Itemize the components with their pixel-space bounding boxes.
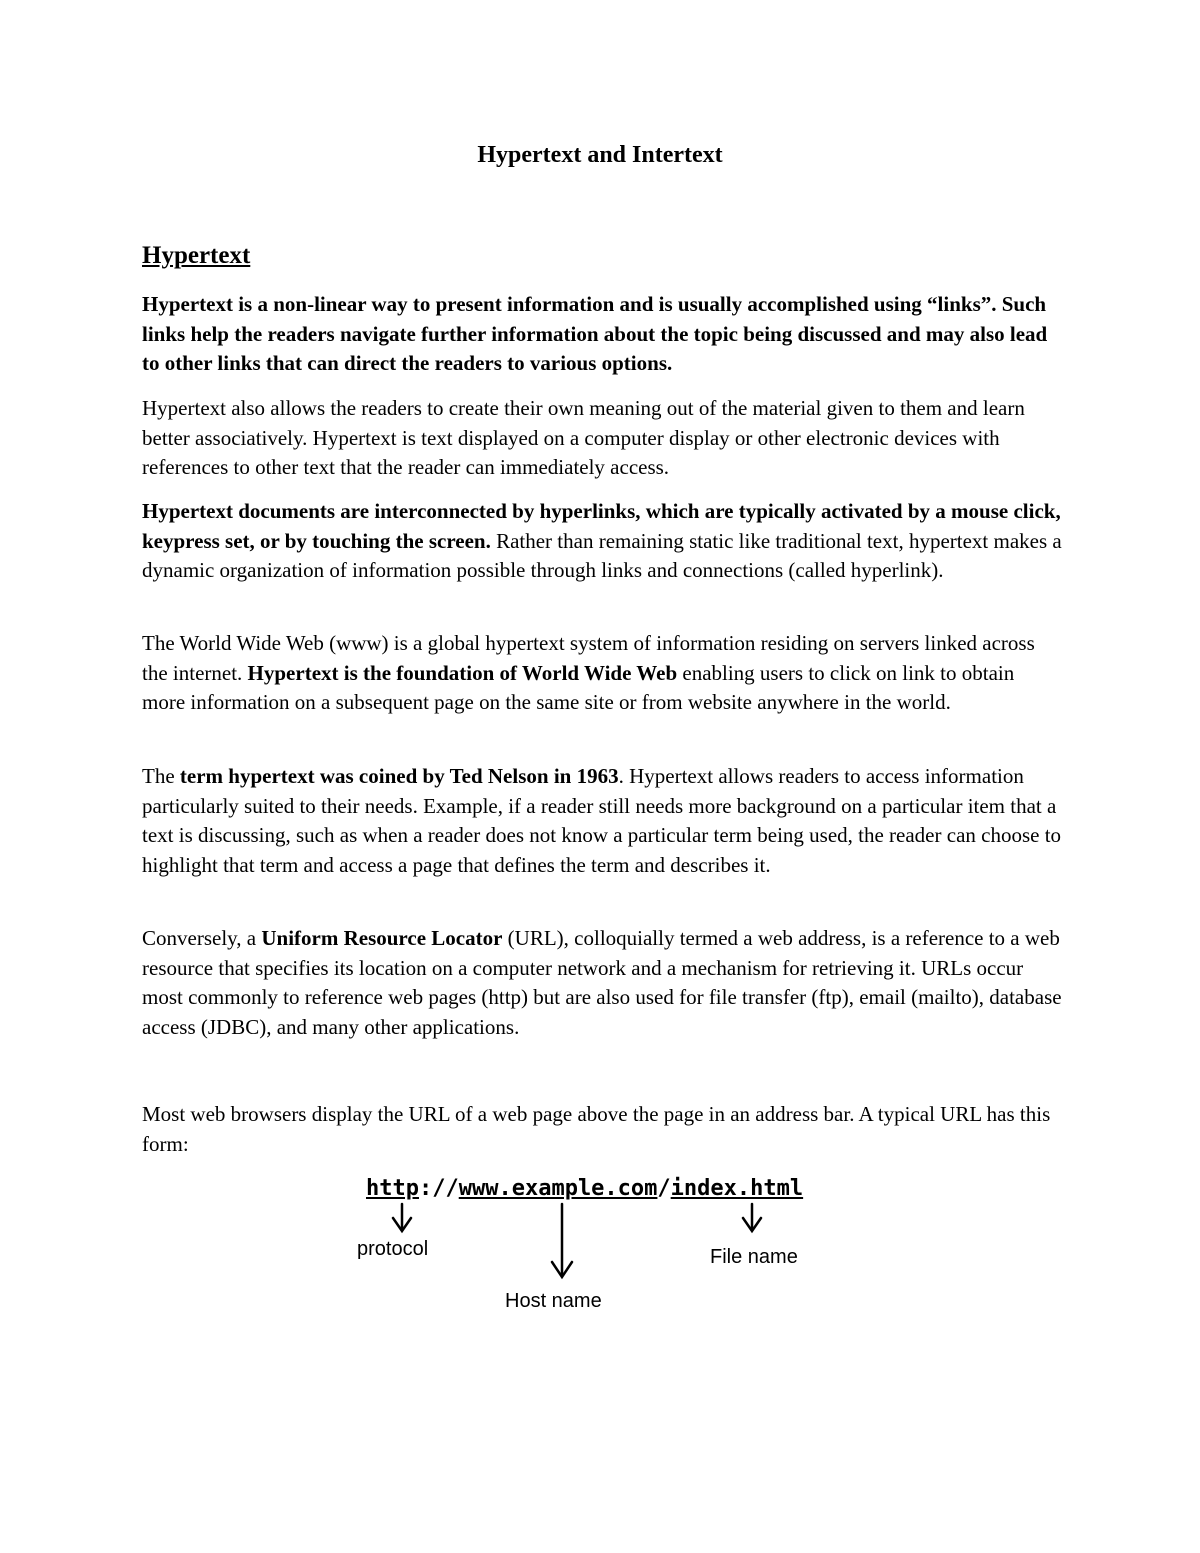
paragraph-5-bold: term hypertext was coined by Ted Nelson in 1963: [179, 764, 619, 788]
label-file-name: File name: [710, 1246, 798, 1268]
url-host: www.example.com: [458, 1176, 658, 1201]
paragraph-5-text-a: The: [142, 764, 180, 788]
url-file: index.html: [670, 1176, 804, 1201]
url-separator-2: /: [657, 1176, 671, 1201]
paragraph-4-bold: Hypertext is the foundation of World Wide Web: [247, 660, 678, 685]
paragraph-4-text-a: The World Wide Web (www) is a global hypertext system of information residing on servers linked across the internet.: [142, 631, 1035, 685]
paragraph-3-bold: Hypertext documents are interconnected by hyperlinks, which are typically activated by a mouse click, keypress set, or by touching the screen.: [142, 499, 1061, 553]
host-arrow-icon: [552, 1204, 572, 1277]
paragraph-6-text-a: Conversely, a: [142, 926, 262, 950]
protocol-arrow-icon: [393, 1204, 411, 1231]
url-separator-1: ://: [418, 1176, 459, 1201]
paragraph-4-text-b: enabling users to click on link to obtain more information on a subsequent page on the same site or from website anywhere in the world.: [142, 660, 1015, 714]
paragraph-3-text: Rather than remaining static like traditional text, hypertext makes a dynamic organization of information possible through links and connections (called hyperlink).: [142, 528, 1062, 582]
file-arrow-icon: [743, 1204, 761, 1231]
paragraph-6-bold: Uniform Resource Locator: [261, 926, 503, 950]
page-title: Hypertext and Intertext: [477, 142, 723, 168]
label-host-name: Host name: [505, 1290, 602, 1312]
label-protocol: protocol: [357, 1238, 429, 1260]
url-protocol: http: [366, 1176, 419, 1201]
paragraph-5-text-b: . Hypertext allows readers to access information particularly suited to their needs. Example, if a reader still needs more background on a particular item that a text is discussing, such as when a reader does not know a particular term being used, the reader can choose to highlight that term and access a page that defines the term and describes it.: [142, 764, 1062, 877]
section-heading: Hypertext: [142, 242, 251, 269]
paragraph-1-bold: Hypertext is a non-linear way to present information and is usually accomplished using “links”. Such links help the readers navigate further information about the topic being discussed and may also lead to other links that can direct the readers to various options.: [142, 292, 1048, 375]
paragraph-2-text: Hypertext also allows the readers to create their own meaning out of the material given to them and learn better associatively. Hypertext is text displayed on a computer display or other electronic devices with references to other text that the reader can immediately access.: [142, 396, 1025, 479]
paragraph-7-text: Most web browsers display the URL of a web page above the page in an address bar. A typical URL has this form:: [142, 1102, 1051, 1156]
paragraph-6-text-b: (URL), colloquially termed a web address, is a reference to a web resource that specifies its location on a computer network and a mechanism for retrieving it. URLs occur most commonly to reference web pages (http) but are also used for file transfer (ftp), email (mailto), database access (JDBC), and many other applications.: [142, 926, 1062, 1039]
